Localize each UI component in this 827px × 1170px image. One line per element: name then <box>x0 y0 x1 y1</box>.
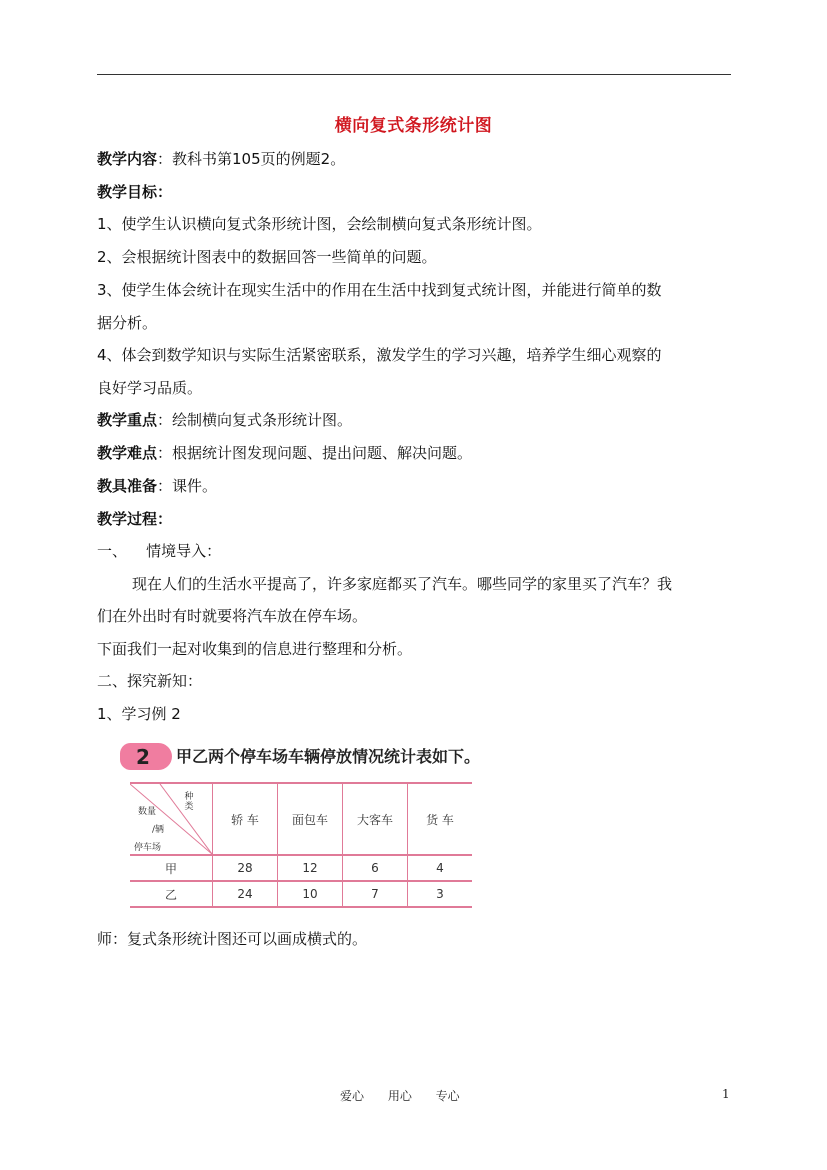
difficulty-line <box>97 443 737 463</box>
table-cell: 4 <box>408 855 473 881</box>
section1-paragraph: 下面我们一起对收集到的信息进行整理和分析。 <box>97 640 413 658</box>
table-cell: 10 <box>278 881 343 907</box>
column-header: 轿 车 <box>213 783 278 855</box>
table-cell: 12 <box>278 855 343 881</box>
goals-heading: 教学目标： <box>97 183 173 201</box>
parking-table <box>130 782 472 908</box>
example-badge <box>120 743 172 770</box>
header-rule <box>97 74 731 75</box>
corner-lot-label: 停车场 <box>134 843 162 853</box>
materials-label: 教具准备 <box>97 477 158 495</box>
goal-item: 良好学习品质。 <box>97 379 203 397</box>
process-heading: 教学过程： <box>97 510 173 528</box>
table-cell: 3 <box>408 881 473 907</box>
page-number: 1 <box>722 1087 730 1101</box>
column-header: 货 车 <box>408 783 473 855</box>
difficulty-label: 教学难点 <box>97 444 158 462</box>
section1-paragraph: 们在外出时有时就要将汽车放在停车场。 <box>97 607 368 625</box>
corner-qty-label: 数量 <box>138 807 157 817</box>
section1-paragraph: 现在人们的生活水平提高了，许多家庭都买了汽车。哪些同学的家里买了汽车？我 <box>132 575 673 593</box>
table-cell: 6 <box>343 855 408 881</box>
goal-item: 3、使学生体会统计在现实生活中的作用在生活中找到复式统计图，并能进行简单的数 <box>97 281 662 299</box>
table-row <box>130 881 472 907</box>
goal-item: 4、体会到数学知识与实际生活紧密联系，激发学生的学习兴趣，培养学生细心观察的 <box>97 346 662 364</box>
table-cell: 28 <box>213 855 278 881</box>
table-cell: 7 <box>343 881 408 907</box>
table-row <box>130 855 472 881</box>
row-label: 乙 <box>130 881 213 907</box>
example-caption: 甲乙两个停车场车辆停放情况统计表如下。 <box>176 747 481 766</box>
corner-kind-label: 种类 <box>184 792 194 812</box>
column-header: 大客车 <box>343 783 408 855</box>
corner-cell <box>130 783 213 855</box>
key-point-label: 教学重点 <box>97 411 158 429</box>
goal-item: 据分析。 <box>97 314 158 332</box>
materials-text: ：课件。 <box>157 477 218 495</box>
page-title: 横向复式条形统计图 <box>334 116 493 136</box>
teacher-line: 师：复式条形统计图还可以画成横式的。 <box>97 930 368 948</box>
example-banner <box>120 740 481 776</box>
goal-item: 2、会根据统计图表中的数据回答一些简单的问题。 <box>97 248 437 266</box>
sub-heading: 1、学习例 2 <box>97 705 181 723</box>
key-point-line <box>97 410 737 430</box>
content-label: 教学内容 <box>97 150 158 168</box>
page-footer: 爱心 用心 专心 <box>340 1089 460 1103</box>
column-header: 面包车 <box>278 783 343 855</box>
row-label: 甲 <box>130 855 213 881</box>
goal-item: 1、使学生认识横向复式条形统计图，会绘制横向复式条形统计图。 <box>97 215 542 233</box>
example-figure <box>120 740 480 910</box>
difficulty-text: ：根据统计图发现问题、提出问题、解决问题。 <box>157 444 473 462</box>
table-cell: 24 <box>213 881 278 907</box>
table-header-row <box>130 783 472 855</box>
key-point-text: ：绘制横向复式条形统计图。 <box>157 411 353 429</box>
corner-unit-label: /辆 <box>152 825 165 835</box>
section2-heading: 二、探究新知： <box>97 672 203 690</box>
content-line <box>97 149 737 169</box>
section1-heading: 一、 情境导入： <box>97 542 222 560</box>
example-number: 2 <box>136 745 150 769</box>
content-text: ：教科书第105页的例题2。 <box>157 150 346 168</box>
materials-line <box>97 476 737 496</box>
